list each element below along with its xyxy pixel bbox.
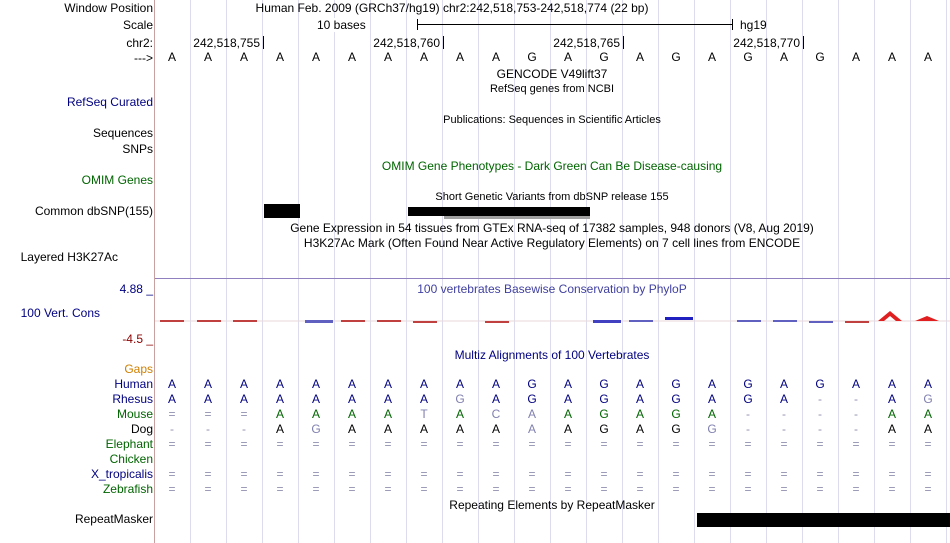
snps-track-label[interactable]: SNPs (122, 142, 153, 156)
alignment-base: A (347, 407, 357, 421)
alignment-base: A (563, 422, 573, 436)
dbsnp-variant-1[interactable] (264, 204, 300, 218)
alignment-base: A (455, 422, 465, 436)
alignment-base: A (887, 392, 897, 406)
alignment-base: A (311, 377, 321, 391)
alignment-base: - (206, 422, 210, 436)
h3k27ac-track-title: H3K27Ac Mark (Often Found Near Active Regulatory Elements) on 7 cell lines from ENCODE (303, 236, 801, 250)
alignment-base: = (240, 467, 248, 481)
alignment-base: G (671, 422, 681, 436)
alignment-base: = (708, 467, 716, 481)
alignment-base: A (635, 407, 645, 421)
species-label[interactable]: Elephant (105, 437, 153, 451)
alignment-base: A (167, 377, 177, 391)
alignment-base: = (420, 467, 428, 481)
alignment-base: - (818, 422, 822, 436)
dbsnp-variant-2[interactable] (408, 207, 590, 216)
reference-base: A (491, 50, 501, 64)
alignment-base: = (780, 482, 788, 496)
alignment-base: A (635, 422, 645, 436)
alignment-base: = (708, 482, 716, 496)
alignment-base: = (600, 482, 608, 496)
alignment-base: = (204, 407, 212, 421)
alignment-base: = (924, 482, 932, 496)
alignment-base: A (635, 392, 645, 406)
alignment-base: = (888, 467, 896, 481)
alignment-base: A (491, 392, 501, 406)
species-label[interactable]: Zebrafish (102, 482, 153, 496)
alignment-base: A (707, 377, 717, 391)
alignment-base: = (528, 437, 536, 451)
position-tick-label: 242,518,760 (373, 36, 440, 50)
alignment-base: = (744, 482, 752, 496)
alignment-base: A (563, 392, 573, 406)
repeatmasker-element[interactable] (697, 513, 950, 527)
alignment-base: = (348, 437, 356, 451)
alignment-base: A (563, 377, 573, 391)
alignment-base: G (815, 377, 825, 391)
alignment-base: = (312, 467, 320, 481)
reference-base: A (707, 50, 717, 64)
alignment-base: G (923, 392, 933, 406)
alignment-base: = (204, 482, 212, 496)
alignment-base: G (743, 377, 753, 391)
alignment-base: - (242, 422, 246, 436)
alignment-base: = (744, 467, 752, 481)
alignment-base: = (492, 482, 500, 496)
alignment-base: - (818, 392, 822, 406)
alignment-base: = (780, 437, 788, 451)
reference-base: A (347, 50, 357, 64)
alignment-base: = (528, 482, 536, 496)
alignment-base: A (779, 377, 789, 391)
scale-bar-right-tick (732, 19, 733, 30)
alignment-base: = (384, 437, 392, 451)
h3k27ac-track-label[interactable]: Layered H3K27Ac (20, 250, 118, 264)
reference-base: G (671, 50, 681, 64)
alignment-base: - (746, 422, 750, 436)
alignment-base: = (636, 467, 644, 481)
alignment-base: A (275, 407, 285, 421)
alignment-base: C (491, 407, 501, 421)
gaps-label: Gaps (124, 362, 153, 376)
alignment-base: A (383, 422, 393, 436)
alignment-base: = (636, 437, 644, 451)
alignment-base: A (347, 392, 357, 406)
publications-track-title: Publications: Sequences in Scientific Articles (443, 114, 661, 126)
alignment-base: = (600, 467, 608, 481)
alignment-base: - (854, 392, 858, 406)
alignment-base: A (347, 422, 357, 436)
alignment-base: = (888, 482, 896, 496)
alignment-base: = (456, 467, 464, 481)
alignment-base: = (600, 437, 608, 451)
alignment-base: A (923, 422, 933, 436)
alignment-base: G (311, 422, 321, 436)
position-tick-mark (623, 36, 624, 49)
reference-base: A (779, 50, 789, 64)
alignment-base: A (275, 392, 285, 406)
alignment-base: = (312, 437, 320, 451)
reference-base: G (599, 50, 609, 64)
alignment-base: = (672, 437, 680, 451)
species-label[interactable]: X_tropicalis (90, 467, 153, 481)
alignment-base: = (204, 467, 212, 481)
gtex-track-title: Gene Expression in 54 tissues from GTEx RNA-seq of 17382 samples, 948 donors (V8, Aug 2019) (290, 221, 814, 235)
dbsnp-variant-2-tail (444, 216, 590, 219)
species-label[interactable]: Mouse (116, 407, 153, 421)
cons-top-line (155, 278, 950, 279)
window-position-label: Window Position (64, 1, 153, 15)
alignment-base: G (671, 407, 681, 421)
alignment-base: G (599, 407, 609, 421)
alignment-base: = (744, 437, 752, 451)
position-tick-label: 242,518,770 (733, 36, 800, 50)
reference-base: A (635, 50, 645, 64)
alignment-base: = (852, 482, 860, 496)
alignment-base: A (707, 407, 717, 421)
alignment-base: G (599, 392, 609, 406)
alignment-base: A (419, 422, 429, 436)
reference-base: G (743, 50, 753, 64)
alignment-base: G (455, 392, 465, 406)
alignment-base: = (636, 482, 644, 496)
alignment-base: = (348, 467, 356, 481)
alignment-base: A (203, 392, 213, 406)
alignment-base: = (312, 482, 320, 496)
alignment-base: G (527, 392, 537, 406)
species-label[interactable]: Human (114, 377, 153, 391)
publications-track-label[interactable]: Sequences (92, 126, 153, 140)
dbsnp-track-label[interactable]: Common dbSNP(155) (34, 204, 153, 218)
reference-base: G (527, 50, 537, 64)
alignment-base: - (818, 407, 822, 421)
alignment-base: = (492, 437, 500, 451)
omim-track-title: OMIM Gene Phenotypes - Dark Green Can Be Disease-causing (381, 159, 723, 173)
position-tick-label: 242,518,755 (193, 36, 260, 50)
alignment-base: = (276, 482, 284, 496)
alignment-base: G (671, 377, 681, 391)
scale-label: Scale (122, 18, 153, 32)
alignment-base: = (564, 437, 572, 451)
alignment-base: A (311, 407, 321, 421)
alignment-base: - (854, 407, 858, 421)
alignment-base: A (347, 377, 357, 391)
alignment-base: - (782, 422, 786, 436)
alignment-base: = (852, 467, 860, 481)
alignment-base: A (527, 422, 537, 436)
alignment-base: A (491, 377, 501, 391)
alignment-base: A (239, 377, 249, 391)
alignment-base: A (491, 422, 501, 436)
alignment-base: A (887, 407, 897, 421)
cons-track-title: 100 vertebrates Basewise Conservation by PhyloP (417, 282, 687, 296)
reference-base: A (563, 50, 573, 64)
alignment-base: A (455, 377, 465, 391)
alignment-base: G (743, 392, 753, 406)
alignment-base: - (170, 422, 174, 436)
alignment-base: G (599, 377, 609, 391)
alignment-base: A (527, 407, 537, 421)
alignment-base: - (854, 422, 858, 436)
alignment-base: A (851, 377, 861, 391)
alignment-base: = (564, 482, 572, 496)
alignment-base: = (852, 437, 860, 451)
omim-track-label[interactable]: OMIM Genes (81, 173, 153, 187)
alignment-base: A (203, 377, 213, 391)
reference-base: A (203, 50, 213, 64)
alignment-base: = (924, 437, 932, 451)
reference-base: A (851, 50, 861, 64)
dbsnp-track-title: Short Genetic Variants from dbSNP release 155 (435, 191, 669, 203)
alignment-base: = (888, 437, 896, 451)
alignment-base: = (240, 482, 248, 496)
alignment-base: = (672, 467, 680, 481)
alignment-base: A (275, 422, 285, 436)
scale-bar (417, 24, 732, 25)
alignment-base: - (746, 407, 750, 421)
alignment-base: = (276, 437, 284, 451)
reference-base: A (311, 50, 321, 64)
position-tick-mark (803, 36, 804, 49)
strand-label: ---> (134, 51, 153, 65)
alignment-base: A (383, 392, 393, 406)
refseq-track-label[interactable]: RefSeq Curated (66, 95, 153, 109)
alignment-base: = (672, 482, 680, 496)
alignment-base: = (816, 482, 824, 496)
cons-track-label[interactable]: 100 Vert. Cons (20, 306, 100, 320)
alignment-base: = (564, 467, 572, 481)
species-label[interactable]: Dog (130, 422, 153, 436)
alignment-base: = (276, 467, 284, 481)
cons-min-label: -4.5 _ (122, 332, 153, 346)
alignment-base: = (816, 467, 824, 481)
cons-max-label: 4.88 _ (119, 282, 153, 296)
alignment-base: A (167, 392, 177, 406)
repeatmasker-track-title: Repeating Elements by RepeatMasker (449, 498, 655, 512)
cons-wiggle-plot (155, 300, 950, 330)
alignment-base: = (420, 437, 428, 451)
position-tick-label: 242,518,765 (553, 36, 620, 50)
alignment-base: A (923, 377, 933, 391)
reference-base: G (815, 50, 825, 64)
reference-base: A (455, 50, 465, 64)
alignment-base: = (780, 467, 788, 481)
alignment-base: = (384, 467, 392, 481)
alignment-base: = (204, 437, 212, 451)
reference-base: A (887, 50, 897, 64)
reference-base: A (419, 50, 429, 64)
repeatmasker-track-label[interactable]: RepeatMasker (74, 512, 153, 526)
alignment-base: A (635, 377, 645, 391)
alignment-base: A (419, 392, 429, 406)
alignment-base: = (456, 482, 464, 496)
scale-bar-left-tick (417, 19, 418, 30)
tracks-area[interactable] (155, 0, 950, 543)
alignment-base: A (239, 392, 249, 406)
reference-base: A (383, 50, 393, 64)
alignment-base: A (311, 392, 321, 406)
alignment-base: = (168, 407, 176, 421)
alignment-base: = (240, 437, 248, 451)
alignment-base: = (708, 437, 716, 451)
alignment-base: A (563, 407, 573, 421)
alignment-base: A (383, 407, 393, 421)
alignment-base: A (455, 407, 465, 421)
alignment-base: = (168, 482, 176, 496)
reference-base: A (239, 50, 249, 64)
species-label[interactable]: Rhesus (112, 392, 153, 406)
alignment-base: = (168, 467, 176, 481)
alignment-base: T (420, 407, 428, 421)
gencode-track-title: GENCODE V49lift37 (496, 67, 608, 81)
alignment-base: = (492, 467, 500, 481)
alignment-base: = (348, 482, 356, 496)
alignment-base: = (816, 437, 824, 451)
refseq-track-subtitle: RefSeq genes from NCBI (489, 83, 615, 95)
alignment-base: = (420, 482, 428, 496)
alignment-base: G (707, 422, 717, 436)
species-label[interactable]: Chicken (109, 452, 153, 466)
alignment-base: = (924, 467, 932, 481)
reference-base: A (167, 50, 177, 64)
scale-text: 10 bases (317, 18, 366, 32)
alignment-base: = (240, 407, 248, 421)
alignment-base: = (528, 467, 536, 481)
chrom-label: chr2: (126, 36, 153, 50)
reference-base: A (923, 50, 933, 64)
alignment-base: A (419, 377, 429, 391)
alignment-base: - (782, 407, 786, 421)
alignment-base: A (887, 422, 897, 436)
alignment-base: G (599, 422, 609, 436)
alignment-base: A (887, 377, 897, 391)
reference-base: A (275, 50, 285, 64)
alignment-base: = (168, 437, 176, 451)
alignment-base: A (707, 392, 717, 406)
alignment-base: G (527, 377, 537, 391)
alignment-base: G (671, 392, 681, 406)
alignment-base: A (779, 392, 789, 406)
position-tick-mark (443, 36, 444, 49)
alignment-base: A (383, 377, 393, 391)
assembly-position-text: Human Feb. 2009 (GRCh37/hg19) chr2:242,518,753-242,518,774 (22 bp) (255, 1, 649, 15)
multiz-track-title: Multiz Alignments of 100 Vertebrates (454, 348, 650, 362)
alignment-base: = (384, 482, 392, 496)
alignment-base: A (275, 377, 285, 391)
position-tick-mark (263, 36, 264, 49)
scale-db: hg19 (740, 18, 767, 32)
alignment-base: = (456, 437, 464, 451)
alignment-base: A (923, 407, 933, 421)
